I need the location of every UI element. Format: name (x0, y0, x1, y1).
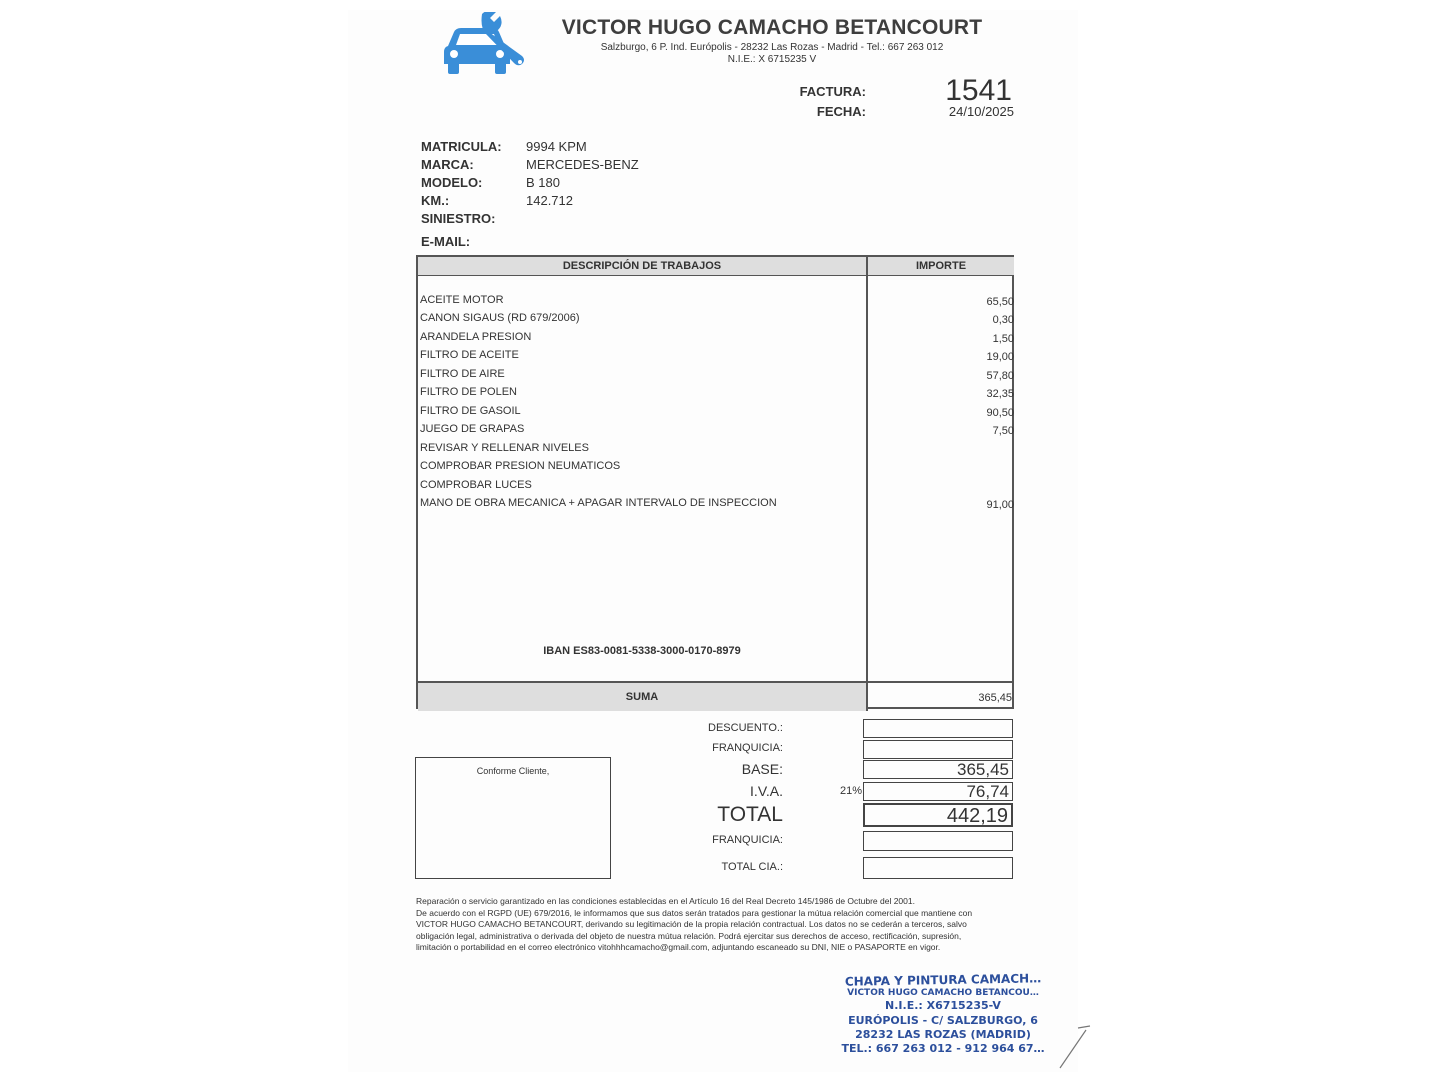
descuento-box (863, 719, 1013, 738)
table-row-desc: FILTRO DE ACEITE (420, 349, 519, 361)
table-row-amount: 0,30 (992, 314, 1014, 326)
table-row-amount: 1,50 (992, 333, 1014, 345)
work-table (416, 255, 1014, 709)
company-nie: N.I.E.: X 6715235 V (727, 54, 817, 65)
legal-line: Reparación o servicio garantizado en las condiciones establecidas en el Artículo 16 del Real Decreto 145/1986 de Octubre del 2001. (416, 896, 915, 906)
km-value: 142.712 (526, 193, 573, 208)
legal-notice (416, 896, 1016, 954)
franquicia2-label: FRANQUICIA: (712, 834, 783, 846)
stamp-line: VICTOR HUGO CAMACHO BETANCOU… (847, 988, 1039, 998)
iva-rate: 21% (839, 785, 862, 797)
table-row-desc: FILTRO DE GASOIL (420, 405, 521, 417)
table-row-amount: 19,00 (986, 351, 1014, 363)
conforme-cliente-label: Conforme Cliente, (476, 766, 550, 776)
table-row-desc: ARANDELA PRESION (420, 331, 532, 343)
legal-line: limitación o portabilidad en el correo electrónico vitohhhcamacho@gmail.com, adjuntando escaneado su DNI, NIE o PASAPORTE en vigor. (416, 942, 941, 953)
table-row-amount: 91,00 (986, 499, 1014, 511)
franquicia-label: FRANQUICIA: (712, 742, 783, 754)
legal-line: obligación legal, administrativa o derivada del objeto de nuestra mútua relación. Podrá ejercitar sus derechos de acceso, rectificación, supresión, (416, 930, 962, 941)
fecha-value: 24/10/2025 (948, 104, 1014, 119)
matricula-label: MATRICULA: (421, 139, 502, 154)
siniestro-label: SINIESTRO: (421, 211, 496, 226)
table-row-amount: 7,50 (992, 425, 1014, 437)
car-wrench-icon (440, 12, 530, 78)
total-label: TOTAL (717, 803, 783, 826)
email-label: E-MAIL: (421, 234, 471, 249)
modelo-label: MODELO: (421, 175, 483, 190)
suma-label: SUMA (418, 683, 868, 711)
stamp-line: TEL.: 667 263 012 - 912 964 67… (841, 1042, 1045, 1055)
factura-number: 1541 (945, 74, 1012, 107)
factura-label: FACTURA: (799, 84, 866, 99)
total-cia-label: TOTAL CIA.: (721, 861, 783, 873)
modelo-value: B 180 (526, 175, 560, 190)
stamp-line: EURÓPOLIS - C/ SALZBURGO, 6 (848, 1014, 1038, 1027)
table-row-desc: ACEITE MOTOR (420, 294, 504, 306)
table-row-desc: REVISAR Y RELLENAR NIVELES (420, 442, 589, 454)
signature-box (415, 757, 611, 879)
table-row-desc: MANO DE OBRA MECANICA + APAGAR INTERVALO DE INSPECCION (420, 497, 777, 509)
table-row-desc: FILTRO DE AIRE (420, 368, 505, 380)
table-row-desc: JUEGO DE GRAPAS (420, 423, 525, 435)
legal-line: De acuerdo con el RGPD (UE) 679/2016, le informamos que sus datos serán tratados para gestionar la mútua relación comercial que mantiene con (416, 907, 973, 918)
stamp-line: N.I.E.: X6715235-V (885, 999, 1001, 1012)
table-row-amount: 32,35 (986, 388, 1014, 400)
table-row-desc: FILTRO DE POLEN (420, 386, 517, 398)
legal-line: VICTOR HUGO CAMACHO BETANCOURT, derivando su legitimación de la propia relación contractual. Los datos no se cederán a terceros, salvo (416, 919, 967, 930)
marca-label: MARCA: (421, 157, 474, 172)
stamp-line: 28232 LAS ROZAS (MADRID) (855, 1028, 1031, 1041)
fecha-label: FECHA: (816, 104, 866, 119)
table-row-desc: COMPROBAR PRESION NEUMATICOS (420, 460, 621, 472)
franquicia2-box (863, 831, 1013, 851)
iva-label: I.V.A. (750, 783, 783, 799)
total-value: 442,19 (863, 803, 1013, 827)
table-row-amount: 90,50 (986, 407, 1014, 419)
suma-row (418, 681, 1012, 711)
km-label: KM.: (421, 193, 450, 208)
iban: IBAN ES83-0081-5338-3000-0170-8979 (543, 645, 741, 657)
total-cia-box (863, 857, 1013, 879)
iva-value: 76,74 (863, 782, 1013, 801)
column-divider (866, 275, 868, 681)
col-header-description: DESCRIPCIÓN DE TRABAJOS (418, 257, 868, 276)
base-label: BASE: (741, 761, 783, 777)
col-header-amount: IMPORTE (868, 257, 1014, 276)
signature-scribble (1056, 1022, 1092, 1072)
table-row-amount: 65,50 (986, 296, 1014, 308)
company-stamp (838, 973, 1048, 1055)
matricula-value: 9994 KPM (526, 139, 587, 154)
base-value: 365,45 (863, 760, 1013, 779)
table-row-desc: CANON SIGAUS (RD 679/2006) (420, 312, 580, 324)
stamp-line: CHAPA Y PINTURA CAMACH… (844, 971, 1042, 989)
table-row-desc: COMPROBAR LUCES (420, 479, 532, 491)
marca-value: MERCEDES-BENZ (526, 157, 639, 172)
table-row-amount: 57,80 (986, 370, 1014, 382)
franquicia-box (863, 740, 1013, 759)
company-address: Salzburgo, 6 P. Ind. Európolis - 28232 Las Rozas - Madrid - Tel.: 667 263 012 (600, 42, 944, 53)
company-name: VICTOR HUGO CAMACHO BETANCOURT (561, 16, 983, 39)
descuento-label: DESCUENTO.: (708, 722, 783, 734)
suma-value: 365,45 (978, 692, 1012, 704)
